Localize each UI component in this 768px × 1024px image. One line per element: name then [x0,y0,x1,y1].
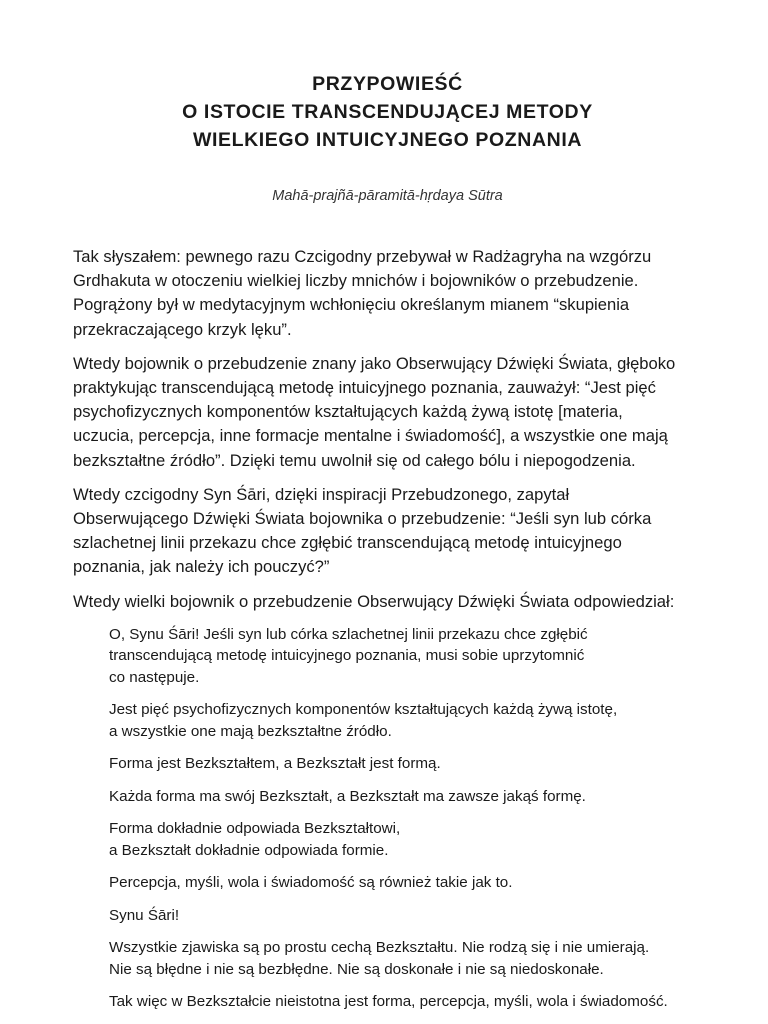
text-line: uczucia, percepcja, inne formacje mentalne i świadomość], a wszystkie one mają [73,426,668,446]
document-subtitle: Mahā-prajñā-pāramitā-hṛdaya Sūtra [272,188,503,204]
title-line-3: WIELKIEGO INTUICYJNEGO POZNANIA [192,129,583,151]
quote-paragraph [109,991,702,1013]
text-line: szlachetnej linii przekazu chce zgłębić transcendującą metodę intuicyjnego [73,533,622,553]
text-line: Forma jest Bezkształtem, a Bezkształt jest formą. [109,755,441,773]
text-line: Wtedy wielki bojownik o przebudzenie Obserwujący Dźwięki Świata odpowiedział: [73,591,675,611]
text-line: a wszystkie one mają bezkształtne źródło. [109,722,392,740]
quote-paragraph [109,786,702,808]
text-line: transcendującą metodę intuicyjnego poznania, musi sobie uprzytomnić [109,647,585,665]
text-line: bezkształtne źródło”. Dzięki temu uwolnił się od całego bólu i niepogodzenia. [73,450,636,470]
quote-paragraph [109,818,702,861]
text-line: przekraczającego krzyk lęku”. [73,319,292,339]
text-line: Wtedy bojownik o przebudzenie znany jako Obserwujący Dźwięki Świata, głęboko [73,353,676,373]
quote-paragraph [109,937,702,980]
text-line: O, Synu Śāri! Jeśli syn lub córka szlachetnej linii przekazu chce zgłębić [109,625,588,643]
text-line: Obserwującego Dźwięki Świata bojownika o przebudzenie: “Jeśli syn lub córka [73,509,652,529]
quote-paragraph [109,753,702,775]
text-line: Forma dokładnie odpowiada Bezkształtowi, [109,820,401,838]
text-line: Grdhakuta w otoczeniu wielkiej liczby mnichów i bojowników o przebudzenie. [73,271,639,291]
document-body [73,245,702,1013]
text-line: Jest pięć psychofizycznych komponentów kształtujących każdą żywą istotę, [109,701,618,719]
text-line: Synu Śāri! [109,906,180,924]
quote-paragraph [109,872,702,894]
quote-paragraph [109,905,702,927]
title-line-2: O ISTOCIE TRANSCENDUJĄCEJ METODY [182,101,593,123]
text-line: co następuje. [109,668,200,686]
text-line: praktykując transcendującą metodę intuicyjnego poznania, zauważył: “Jest pięć [73,378,656,398]
text-line: a Bezkształt dokładnie odpowiada formie. [109,841,389,859]
text-line: Tak słyszałem: pewnego razu Czcigodny przebywał w Radżagryha na wzgórzu [73,247,652,266]
paragraph [73,352,702,473]
quote-block [109,624,702,1013]
text-line: psychofizycznych komponentów kształtujących każdą żywą istotę [materia, [73,402,623,422]
text-line: Nie są błędne i nie są bezbłędne. Nie są doskonałe i nie są niedoskonałe. [109,960,604,978]
text-line: Wtedy czcigodny Syn Śāri, dzięki inspiracji Przebudzonego, zapytał [73,484,570,504]
paragraph [73,483,702,580]
text-line: Tak więc w Bezkształcie nieistotna jest forma, percepcja, myśli, wola i świadomość. [109,993,668,1011]
quote-paragraph [109,624,702,689]
paragraph-list [73,245,702,614]
text-line: Każda forma ma swój Bezkształt, a Bezkształt ma zawsze jakąś formę. [109,787,586,805]
text-line: Wszystkie zjawiska są po prostu cechą Bezkształtu. Nie rodzą się i nie umierają. [109,939,650,957]
text-line: poznania, jak należy ich pouczyć?” [73,557,330,577]
paragraph [73,590,702,614]
text-line: Percepcja, myśli, wola i świadomość są również takie jak to. [109,874,513,892]
title-line-1: PRZYPOWIEŚĆ [312,73,463,95]
text-line: Pogrążony był w medytacyjnym wchłonięciu określanym mianem “skupienia [73,295,630,315]
quote-paragraph [109,699,702,742]
paragraph [73,245,702,342]
document-title [73,70,702,154]
